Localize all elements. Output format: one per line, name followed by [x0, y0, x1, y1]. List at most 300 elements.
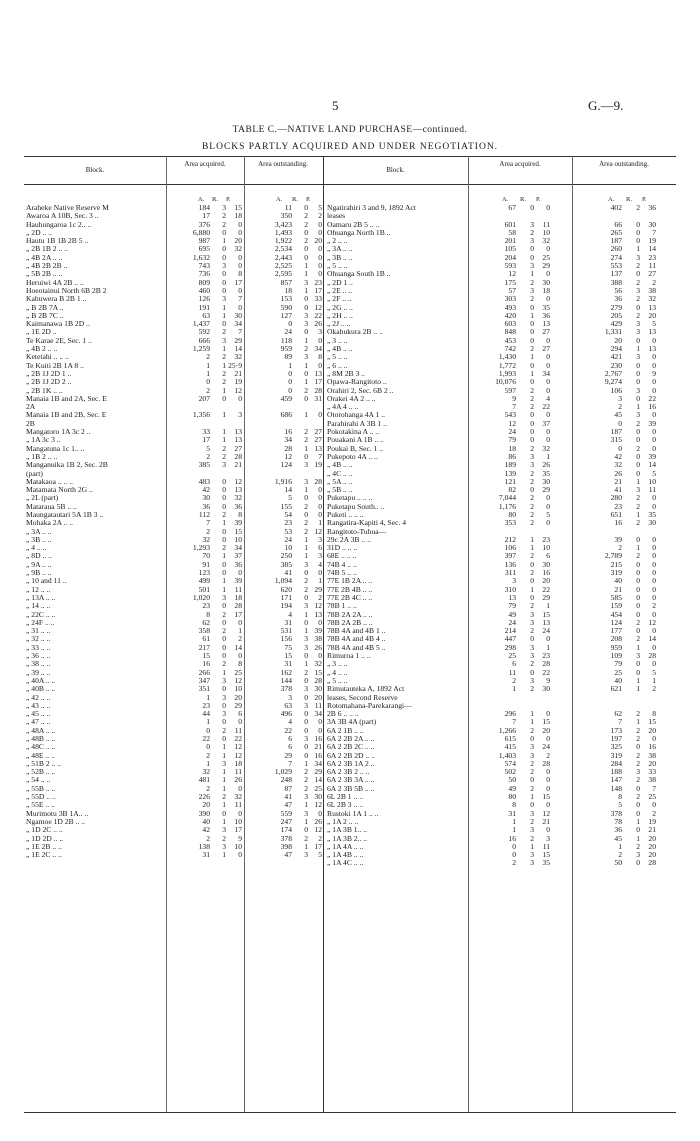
table-row [26, 752, 322, 760]
area-acquired-cell: 5 [546, 509, 550, 519]
area-acquired-cell: 7 [238, 294, 242, 304]
area-acquired-cell: 2 [530, 833, 534, 843]
block-name: „ 1A 3c 3 .. [26, 436, 61, 445]
area-outstanding-cell: 0 [304, 651, 308, 661]
area-acquired-cell: 24 [508, 617, 516, 627]
area-acquired-cell: 848 [504, 327, 516, 337]
table-row [327, 594, 676, 602]
area-acquired-cell: 0 [530, 302, 534, 312]
area-outstanding-cell: 0 [318, 501, 322, 511]
area-acquired-cell: 3 [222, 841, 226, 851]
table-row [26, 694, 322, 702]
area-outstanding-cell: 531 [280, 626, 292, 636]
block-name: „ 43 .. .. [26, 701, 51, 710]
table-row [327, 337, 676, 345]
area-acquired-cell: 0 [222, 227, 226, 237]
table-row [327, 328, 676, 336]
area-outstanding-cell: 2 [304, 236, 308, 246]
area-outstanding-cell: 0 [318, 261, 322, 271]
table-row [26, 561, 322, 569]
block-name: 6A 2 3B 5B .. .. [327, 784, 375, 793]
area-acquired-cell: 2 [530, 783, 534, 793]
area-acquired-cell: 15 [234, 203, 242, 212]
block-name: „ 1A 4B .. .. [327, 851, 364, 860]
table-row [26, 669, 322, 677]
area-outstanding-cell: 2 [636, 203, 640, 212]
area-outstanding-cell: 32 [614, 460, 622, 470]
block-name: Rotomahana-Parekarangi— [327, 701, 412, 710]
area-outstanding-cell: 23 [284, 518, 292, 528]
area-outstanding-cell: 0 [318, 568, 322, 578]
area-outstanding-cell: 21 [314, 742, 322, 752]
block-name: „ 52B .. .. [26, 768, 56, 777]
area-outstanding-cell: 4 [288, 609, 292, 619]
table-row [327, 237, 676, 245]
block-name: Manaia 1B and 2A, Sec. E [26, 394, 107, 403]
block-name: Manganuika 1B 2, Sec. 2B [26, 461, 108, 470]
area-acquired-cell: 0 [222, 651, 226, 661]
area-outstanding-cell: 0 [652, 576, 656, 586]
area-acquired-cell: 3 [530, 642, 534, 652]
area-outstanding-cell: 2 [652, 601, 656, 611]
area-outstanding-cell: 11 [648, 261, 656, 271]
block-name: 6L 2B 1 .. .. [327, 793, 363, 802]
area-acquired-cell: 501 [198, 584, 210, 594]
block-name: Pukepoto 4A .. .. [327, 452, 378, 461]
area-outstanding-cell: 0 [304, 675, 308, 685]
table-row [327, 644, 676, 652]
block-name: Awaroa A 10B, Sec. 3 .. [26, 212, 99, 221]
area-outstanding-cell: 0 [652, 734, 656, 743]
area-outstanding-cell: 3 [304, 319, 308, 329]
area-outstanding-cell: 32 [648, 294, 656, 304]
unit-label: R. [626, 196, 632, 203]
table-row [327, 212, 676, 220]
area-acquired-cell: 1 [206, 368, 210, 378]
area-outstanding-cell: 7 [652, 227, 656, 237]
unit-label: A. [276, 196, 283, 203]
area-acquired-cell: 987 [198, 236, 210, 246]
area-acquired-cell: 112 [198, 509, 210, 519]
table-row [26, 420, 322, 428]
header-block-left: Block. [85, 166, 105, 174]
block-name: „ 8M 2B 3 .. [327, 369, 365, 378]
area-acquired-cell: 447 [504, 634, 516, 644]
area-acquired-cell: 2 [206, 385, 210, 395]
area-acquired-cell: 415 [504, 742, 516, 752]
area-acquired-cell: 12 [234, 750, 242, 760]
area-acquired-cell: 30 [542, 559, 550, 569]
area-outstanding-cell: 0 [288, 368, 292, 378]
area-acquired-cell: 385 [198, 460, 210, 470]
area-outstanding-cell: 3 [304, 700, 308, 710]
area-acquired-cell: 13 [508, 592, 516, 602]
area-acquired-cell: 23 [202, 601, 210, 611]
area-outstanding-cell: 0 [318, 410, 322, 420]
block-name: 6A 2 2B 2D .. .. [327, 751, 375, 760]
area-acquired-cell: 1,993 [498, 368, 516, 378]
area-outstanding-cell: 16 [314, 734, 322, 743]
area-outstanding-cell: 15 [648, 717, 656, 727]
area-outstanding-cell: 0 [636, 667, 640, 677]
area-acquired-cell: 14 [234, 642, 242, 652]
area-outstanding-cell: 66 [614, 219, 622, 229]
area-acquired-cell: 2 [530, 568, 534, 578]
table-row [26, 594, 322, 602]
area-outstanding-cell: 2,525 [274, 261, 292, 271]
area-acquired-cell: 0 [222, 617, 226, 627]
area-outstanding-cell: 39 [648, 418, 656, 428]
table-row [327, 851, 676, 859]
area-outstanding-cell: 27 [648, 269, 656, 279]
area-acquired-cell: 2 [530, 684, 534, 694]
block-name: „ 4B 2A .. .. [26, 253, 63, 262]
area-outstanding-cell: 2 [304, 518, 308, 528]
area-outstanding-cell: 34 [314, 709, 322, 719]
area-acquired-cell: 0 [546, 501, 550, 511]
area-acquired-cell: 32 [542, 236, 550, 246]
area-acquired-cell: 1,632 [192, 252, 210, 262]
area-acquired-cell: 266 [198, 667, 210, 677]
area-outstanding-cell: 2 [618, 402, 622, 412]
area-acquired-cell: 1 [222, 360, 226, 370]
area-acquired-cell: 2 [206, 451, 210, 461]
area-acquired-cell: 296 [504, 709, 516, 719]
area-acquired-cell: 29 [542, 261, 550, 271]
area-acquired-cell: 502 [504, 767, 516, 777]
area-outstanding-cell: 0 [636, 601, 640, 611]
block-name: 29c 2A 3B .. .. [327, 535, 371, 544]
area-acquired-cell: 0 [206, 742, 210, 752]
area-outstanding-cell: 5 [288, 493, 292, 503]
table-row [26, 328, 322, 336]
area-outstanding-cell: 3 [318, 551, 322, 561]
area-acquired-cell: 3 [530, 261, 534, 271]
area-acquired-cell: 2 [530, 601, 534, 611]
area-outstanding-cell: 12 [314, 800, 322, 810]
area-outstanding-cell: 29 [284, 750, 292, 760]
area-outstanding-cell: 0 [304, 717, 308, 727]
area-acquired-cell: 0 [546, 767, 550, 777]
table-row [26, 776, 322, 784]
area-outstanding-cell: 0 [304, 692, 308, 702]
area-outstanding-cell: 21 [648, 825, 656, 835]
area-outstanding-cell: 16 [648, 742, 656, 752]
block-name: „ 51B 2 .. .. [26, 759, 62, 768]
block-name: 6A 2 3B 1A 2 .. [327, 759, 375, 768]
area-acquired-cell: 1 [222, 584, 226, 594]
area-outstanding-cell: 23 [314, 277, 322, 287]
area-outstanding-cell: 10 [284, 543, 292, 553]
block-name: „ 4A 4 .. .. [327, 403, 359, 412]
table-row [26, 702, 322, 710]
table-row [327, 245, 676, 253]
area-acquired-cell: 32 [234, 493, 242, 503]
area-outstanding-cell: 47 [284, 850, 292, 860]
block-name: „ 36 .. .. [26, 652, 51, 661]
block-name: Hoeotainui North 6B 2B 2 [26, 286, 107, 295]
area-acquired-cell: 0 [530, 667, 534, 677]
area-outstanding-cell: 559 [280, 808, 292, 818]
table-row [26, 635, 322, 643]
area-outstanding-cell: 0 [318, 360, 322, 370]
area-acquired-cell: 2 [206, 526, 210, 536]
block-name: Mangatuna 1c 1.. .. [26, 444, 85, 453]
table-row [327, 544, 676, 552]
area-acquired-cell: 0 [546, 734, 550, 743]
block-name: „ 55B .. .. [26, 784, 56, 793]
header-acquired-left: Area acquired. [184, 160, 226, 168]
area-outstanding-cell: 1,331 [604, 327, 622, 337]
area-outstanding-cell: 21 [614, 584, 622, 594]
area-acquired-cell: 20 [542, 576, 550, 586]
area-outstanding-cell: 13 [648, 327, 656, 337]
block-name: „ 1D 2C .. .. [26, 826, 63, 835]
area-acquired-cell: 2 [530, 277, 534, 287]
area-outstanding-cell: 3 [618, 393, 622, 403]
block-name: „ 2E .. .. [327, 286, 353, 295]
area-acquired-cell: 3 [530, 742, 534, 752]
area-outstanding-cell: 0 [652, 385, 656, 395]
block-name: „ 5B 2B .. .. [26, 270, 63, 279]
area-outstanding-cell: 23 [614, 501, 622, 511]
block-name: „ 48A .. .. [26, 726, 56, 735]
table-row [26, 519, 322, 527]
area-acquired-cell: 3 [512, 576, 516, 586]
area-outstanding-cell: 0 [318, 269, 322, 279]
area-outstanding-cell: 1 [304, 659, 308, 669]
area-outstanding-cell: 20 [314, 236, 322, 246]
block-name: „ 2B 1K .. .. [26, 386, 63, 395]
area-acquired-cell: 79 [508, 601, 516, 611]
area-outstanding-cell: 2 [636, 518, 640, 528]
area-acquired-cell: 1 [530, 717, 534, 727]
table-row [327, 859, 676, 867]
table-row [26, 387, 322, 395]
area-acquired-cell: 23 [542, 534, 550, 544]
area-outstanding-cell: 0 [636, 534, 640, 544]
area-outstanding-cell: 0 [304, 327, 308, 337]
area-acquired-cell: 32 [202, 534, 210, 544]
area-acquired-cell: 0 [530, 377, 534, 387]
area-acquired-cell: 3 [530, 808, 534, 818]
area-outstanding-cell: 34 [314, 344, 322, 354]
area-outstanding-cell: 3 [304, 310, 308, 320]
area-outstanding-cell: 5 [652, 667, 656, 677]
area-outstanding-cell: 421 [610, 352, 622, 362]
area-acquired-cell: 3 [530, 825, 534, 835]
area-acquired-cell: 3 [238, 410, 242, 420]
area-acquired-cell: 1 [512, 825, 516, 835]
area-outstanding-cell: 315 [610, 435, 622, 445]
area-outstanding-cell: 2 [636, 501, 640, 511]
area-acquired-cell: 40 [202, 816, 210, 826]
block-name: „ 4C .. .. [327, 469, 353, 478]
area-outstanding-cell: 378 [280, 684, 292, 694]
area-outstanding-cell: 378 [280, 833, 292, 843]
area-acquired-cell: 18 [508, 443, 516, 453]
area-acquired-cell: 483 [198, 476, 210, 486]
area-acquired-cell: 23 [202, 700, 210, 710]
area-outstanding-cell: 39 [614, 534, 622, 544]
area-acquired-cell: 35 [542, 468, 550, 478]
area-outstanding-cell: 0 [304, 709, 308, 719]
area-outstanding-cell: 13 [314, 443, 322, 453]
area-outstanding-cell: 16 [314, 750, 322, 760]
block-name: 31D .. .. .. [327, 544, 358, 553]
area-acquired-cell: 0 [530, 335, 534, 345]
area-outstanding-cell: 0 [304, 393, 308, 403]
area-acquired-cell: 0 [238, 783, 242, 793]
area-acquired-cell: 1 [222, 435, 226, 445]
area-outstanding-cell: 20 [648, 833, 656, 843]
table-row [26, 279, 322, 287]
area-acquired-cell: 1 [222, 750, 226, 760]
area-acquired-cell: 1,772 [498, 360, 516, 370]
table-row [26, 627, 322, 635]
area-acquired-cell: 10 [234, 534, 242, 544]
area-acquired-cell: 0 [530, 800, 534, 810]
area-acquired-cell: 1,403 [498, 750, 516, 760]
area-acquired-cell: 36 [234, 559, 242, 569]
block-name: „ 3A .. .. [327, 245, 353, 254]
table-row [26, 826, 322, 834]
area-outstanding-cell: 2 [636, 725, 640, 735]
area-outstanding-cell: 686 [280, 410, 292, 420]
area-acquired-cell: 2 [222, 211, 226, 221]
area-outstanding-cell: 3 [318, 327, 322, 337]
area-outstanding-cell: 2 [304, 427, 308, 437]
block-name: Te Kuiti 2B 1A 8 .. [26, 361, 84, 370]
area-outstanding-cell: 0 [636, 584, 640, 594]
block-name: „ 5 .. .. [327, 676, 348, 685]
area-acquired-cell: 11 [508, 667, 516, 677]
block-name: „ 1A 4A .. .. [327, 842, 364, 851]
area-acquired-cell: 1 [222, 800, 226, 810]
area-acquired-cell: 0 [222, 808, 226, 818]
area-outstanding-cell: 1 [636, 543, 640, 553]
area-outstanding-cell: 1 [636, 675, 640, 685]
block-name: Orahiri 2, Sec. 6B 2 .. [327, 386, 394, 395]
area-outstanding-cell: 16 [284, 427, 292, 437]
area-acquired-cell: 2 [206, 783, 210, 793]
area-outstanding-cell: 0 [318, 219, 322, 229]
area-outstanding-cell: 3 [304, 642, 308, 652]
area-outstanding-cell: 19 [314, 460, 322, 470]
area-acquired-cell: 0 [546, 335, 550, 345]
area-acquired-cell: 19 [234, 377, 242, 387]
area-outstanding-cell: 959 [610, 642, 622, 652]
area-acquired-cell: 6 [546, 551, 550, 561]
table-row [26, 843, 322, 851]
area-outstanding-cell: 41 [614, 485, 622, 495]
area-outstanding-cell: 0 [652, 659, 656, 669]
area-outstanding-cell: 173 [610, 725, 622, 735]
area-outstanding-cell: 89 [284, 352, 292, 362]
area-outstanding-cell: 1 [618, 841, 622, 851]
area-outstanding-cell: 0 [652, 642, 656, 652]
block-name: „ 2H .. .. [327, 311, 353, 320]
block-name: „ 5B .. .. [327, 486, 353, 495]
unit-label: A. [502, 196, 509, 203]
block-name: „ 2B 1J 2D 2 .. [26, 378, 72, 387]
area-outstanding-cell: 159 [610, 601, 622, 611]
area-outstanding-cell: 4 [318, 559, 322, 569]
area-acquired-cell: 189 [504, 460, 516, 470]
table-row [327, 818, 676, 826]
area-acquired-cell: 12 [508, 269, 516, 279]
area-outstanding-cell: 29 [314, 584, 322, 594]
area-acquired-cell: 0 [222, 277, 226, 287]
area-acquired-cell: 13 [542, 319, 550, 329]
area-outstanding-cell: 3 [636, 767, 640, 777]
area-acquired-cell: 0 [512, 850, 516, 860]
area-outstanding-cell: 0 [636, 559, 640, 569]
area-acquired-cell: 201 [504, 236, 516, 246]
area-outstanding-cell: 39 [648, 451, 656, 461]
area-acquired-cell: 1 [222, 344, 226, 354]
area-acquired-cell: 0 [530, 734, 534, 743]
area-acquired-cell: 0 [222, 501, 226, 511]
area-outstanding-cell: 3 [304, 460, 308, 470]
block-name: „ 2B 1B 2 .. .. [26, 245, 68, 254]
area-acquired-cell: 2 [222, 509, 226, 519]
area-outstanding-cell: 0 [304, 742, 308, 752]
area-acquired-cell: 67 [508, 203, 516, 212]
area-acquired-cell: 3 [222, 675, 226, 685]
area-acquired-cell: 17 [234, 609, 242, 619]
area-acquired-cell: 2 [222, 609, 226, 619]
area-outstanding-cell: 33 [314, 294, 322, 304]
area-acquired-cell: 80 [508, 509, 516, 519]
area-acquired-cell: 28 [234, 451, 242, 461]
area-outstanding-cell: 553 [610, 261, 622, 271]
area-outstanding-cell: 0 [652, 609, 656, 619]
area-acquired-cell: 2 [530, 493, 534, 503]
area-outstanding-cell: 350 [280, 211, 292, 221]
area-acquired-cell: 30 [542, 684, 550, 694]
area-outstanding-cell: 0 [652, 335, 656, 345]
area-acquired-cell: 7 [206, 518, 210, 528]
area-outstanding-cell: 3 [304, 476, 308, 486]
table-row [26, 818, 322, 826]
area-outstanding-cell: 3 [318, 534, 322, 544]
block-name: „ 40B .. .. [26, 685, 56, 694]
area-outstanding-cell: 0 [636, 302, 640, 312]
area-outstanding-cell: 38 [648, 750, 656, 760]
table-row [26, 552, 322, 560]
table-row [26, 768, 322, 776]
block-name: 78B 2A 2B .. .. [327, 618, 373, 627]
area-outstanding-cell: 124 [610, 617, 622, 627]
block-name: „ 3B .. .. [26, 535, 52, 544]
area-acquired-cell: 0 [546, 410, 550, 420]
area-outstanding-cell: 2 [304, 783, 308, 793]
area-acquired-cell: 0 [530, 576, 534, 586]
area-acquired-cell: 2 [530, 501, 534, 511]
area-acquired-cell: 12 [234, 675, 242, 685]
area-outstanding-cell: 590 [280, 302, 292, 312]
area-outstanding-cell: 0 [652, 435, 656, 445]
table-row [26, 486, 322, 494]
area-outstanding-cell: 0 [652, 800, 656, 810]
area-acquired-cell: 35 [542, 302, 550, 312]
area-acquired-cell: 2 [222, 377, 226, 387]
area-acquired-cell: 0 [546, 709, 550, 719]
block-name: 6L 2B 3 .. .. [327, 801, 363, 810]
area-acquired-cell: 347 [198, 675, 210, 685]
area-outstanding-cell: 4 [288, 717, 292, 727]
